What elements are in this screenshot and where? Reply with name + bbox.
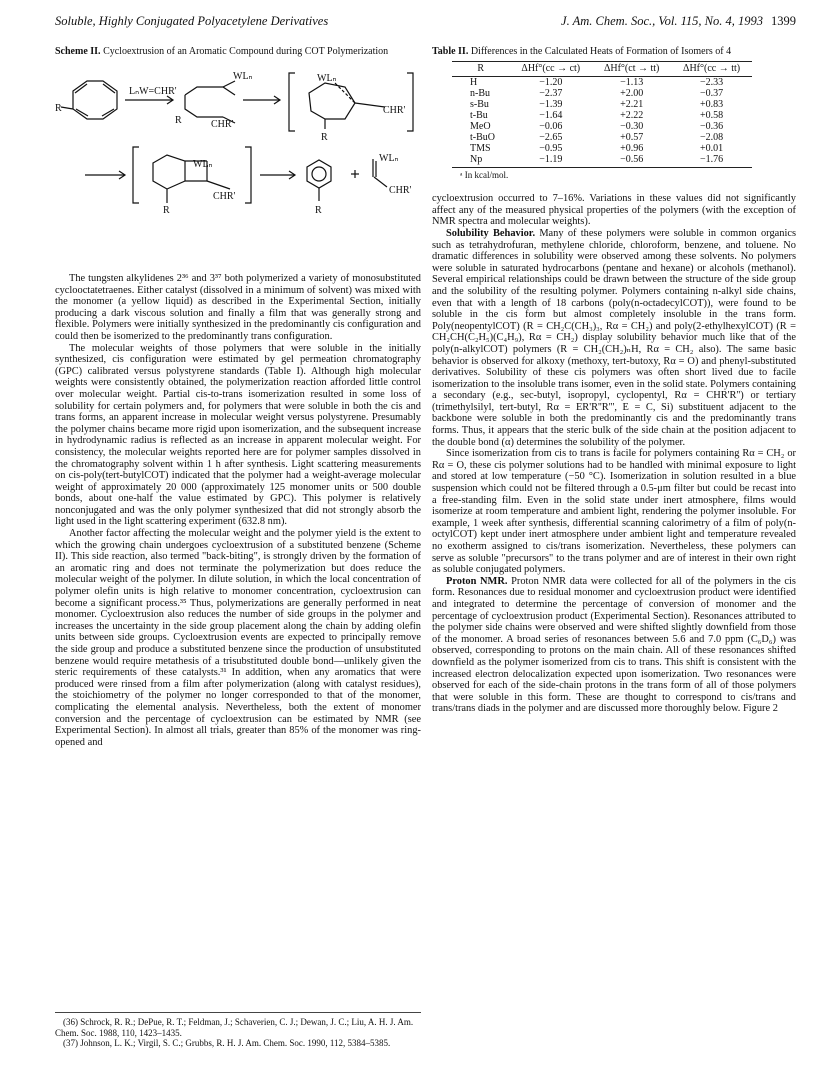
table-cell: −2.33 [699,76,724,88]
table-cell: TMS [470,142,491,154]
left-paragraph-1: The tungsten alkylidenes 2³⁶ and 3³⁷ both polymerized a variety of monosubstituted cyclooctatetraenes. Either catalyst (dissolved in a minimum of solvent) was mixed with the monomer (a yellow liquid) as described in the Experimental Section, initially producing a dark viscous solution and finally a film that was generally strong and flexible. Polymers were initially synthesized in the predominantly cis configuration and could then be isomerized to the predominantly trans configuration. [55,273,421,342]
reference-36: (36) Schrock, R. R.; DePue, R. T.; Feldman, J.; Schaverien, C. J.; Dewan, J. C.; Liu, A. H. J. Am. Chem. Soc. 1988, 110, 1423–1435. [55,1017,414,1038]
subhead-solubility: Solubility Behavior. [446,227,536,239]
r-label-3: R [321,132,328,143]
table-cell: −2.65 [539,131,563,143]
col-header-cc-ct: ΔHf°(cc → ct) [509,62,592,77]
table-caption-text: Differences in the Calculated Heats of Formation of Isomers of 4 [470,46,732,57]
table-cell: +2.22 [620,109,644,121]
r-label-5: R [315,205,322,216]
table-cell: −0.37 [699,87,724,99]
table-cell: −1.19 [509,154,592,168]
chr-label-2: CHR' [383,105,406,116]
right-column [432,46,796,715]
chr-label-3: CHR' [213,191,236,202]
left-paragraph-3: Another factor affecting the molecular weight and the polymer yield is the extent to which the growing chain undergoes cycloextrusion of a substituted benzene (Scheme II). This side reaction, also termed "back-biting", is strongly driven by the formation of an aromatic ring and does not terminate the polymerization but does reduce the molecular weight of the polymer. In dilute solution, in which the local concentration of polymer olefin units is high relative to monomer concentration, cycloextrusion can become a significant process.³⁵ Thus, polymerizations are generally performed in neat monomer. Cycloextrusion also reduces the number of side groups in the polymer and increases the uncertainty in the side group placement along the chain by adding olefin units between side groups. Cycloextrusion events are expected to principally remove the side group and produce a substituted benzene since the production of unsubstituted benzene would require metathesis of a trisubstituted double bond—unlikely given the steric requirements of these catalysts.³¹ In addition, when any aromatics that were produced were rinsed from a film after polymerization (along with catalyst residues), the stoichiometry of the polymer no longer corresponded to that of the monomer, complicating the elemental analysis. Nevertheless, both the extent of monomer conversion and the percentage of cycloextrusion can be estimated by NMR (see Experimental Section). In almost all trials, greater than 85% of the monomer was ring-opened and [55,528,421,748]
table-cell: −1.76 [671,154,752,168]
cot-ring [73,81,117,119]
running-title: Soluble, Highly Conjugated Polyacetylene Derivatives [55,14,329,28]
chr-label-4: CHR' [389,185,412,196]
table-cell: +2.21 [620,98,644,110]
r-label-2: R [175,115,182,126]
right-paragraph-1: cycloextrusion occurred to 7–16%. Variations in these values did not significantly affect any of the measured physical properties of the polymers (with the exception of NMR spectra and molecular weights). [432,193,796,228]
table-cell: s-Bu [470,98,489,110]
right-paragraph-4 [432,576,796,715]
table-cell: t-Bu [470,109,488,121]
r-label-1: R [55,103,62,114]
page-number: 1399 [771,14,796,28]
journal-citation: J. Am. Chem. Soc., Vol. 115, No. 4, 1993 [561,14,763,28]
chr-label-1: CHR' [211,119,234,130]
reagent-label: LₙW=CHR' [129,86,177,97]
table-row [452,121,752,132]
table-cell: −2.08 [699,131,724,143]
table-row [452,154,752,168]
table-cell: +2.00 [620,87,644,99]
table-footnote: ᵃ In kcal/mol. [460,169,509,180]
table-cell: −1.64 [539,109,563,121]
table-caption [432,46,796,57]
col-header-r: R [452,62,509,77]
table-row [452,99,752,110]
right-paragraph-2 [432,228,796,448]
table-cell: H [470,76,478,88]
right-paragraph-3: Since isomerization from cis to trans is facile for polymers containing Rα = CH₂ or Rα = O, these cis polymer solutions had to be handled with minimal exposure to light and stored at low temperature (−50 °C). Isomerization in solution resulted in a blue suspension which could not be filtered through a 0.5-μm filter but could be recast into a free-standing film. Even in the solid state under inert atmosphere, films would isomerize at room temperature and ambient light, rendering the polymer insoluble. For example, 1 week after synthesis, differential scanning calorimetry of a film of poly(n-octylCOT) kept under inert atmosphere under ambient light and temperature revealed no exotherm assigned to cis/trans isomerization. Nevertheless, these polymers can serve as soluble "precursors" to the trans polymer and are of interest in their own right as soluble conjugated polymers. [432,448,796,576]
left-column [55,46,421,748]
scheme-diagram [55,63,421,273]
table-cell: Np [452,154,509,168]
table-cell: +0.58 [699,109,724,121]
right-paragraph-4-text: Proton NMR data were collected for all of the polymers in the cis form. Resonances due to residual monomer and cycloextrusion product were identified and integrated to determine the percentage of conversion of monomer and the percentage of cycloextrusion product (Experimental Section). Resonances attributed to the polymer side chains were observed and were shifted slightly downfield from those of the monomer. A broad series of resonances between 5.6 and 7.0 ppm (C₆D₆) was observed, corresponding to protons on the main chain. All of these resonances shifted downfield as the polymer isomerized from cis to trans. This shift is consistent with the increased electron delocalization expected upon isomerization. Two resonances were observed for each of the side-chain protons in the trans form of all of those polymers that were soluble in this form. These are thought to correspond to cis/trans and trans/trans diads in the polymer and are discussed more thoroughly below. Figure 2 [432,575,796,715]
left-paragraph-2: The molecular weights of those polymers that were soluble in the initially synthesized, cis configuration were estimated by gel permeation chromatography (GPC) calibrated versus polystyrene standards (Table I). Although high molecular weights were consistently obtained, the polymerization reaction afforded little control over molecular weight. Partial cis-to-trans isomerization resulted in some loss of solubility for certain polymers and, for polymers that were soluble in both the cis and trans forms, an apparent increase in molecular weight versus polystyrene. Presumably the polymer chains became more rigid upon isomerization, and the subsequent increase in hydrodynamic radius is reflected as an increase in apparent molecular weight. For consistency, the molecular weights reported here are for polymer samples dissolved in the chromatography solvent within 1 h after synthesis. Light scattering measurements on cis-poly(tert-butylCOT) indicated that the polymer had a weight-average molecular weight of approximately 20 000 (approximately 125 monomer units or 500 double bonds, about one-half the value estimated by GPC). This polymer is relatively nonconjugated and was the only polymer synthesized that did not strongly absorb the light used in the light scattering experiment (632.8 nm). [55,342,421,528]
wl-label-2: WLₙ [317,73,337,84]
table-cell: n-Bu [470,87,490,99]
references [55,1012,421,1049]
col-header-cc-tt: ΔHf°(cc → tt) [671,62,752,77]
table-cell: −0.56 [592,154,671,168]
table-cell: +0.01 [699,142,724,154]
reference-37: (37) Johnson, L. K.; Virgil, S. C.; Grubbs, R. H. J. Am. Chem. Soc. 1990, 112, 5384–5385. [63,1038,391,1048]
table-cell: −1.13 [620,76,644,88]
wl-label-3: WLₙ [193,159,213,170]
table-header-row [452,62,752,77]
table-cell: −0.95 [539,142,563,154]
scheme-label: Scheme II. [55,46,101,57]
table-cell: −2.37 [539,87,563,99]
table-row [452,132,752,143]
right-paragraph-2-text: Many of these polymers were soluble in common organics such as tetrahydrofuran, methylene chloride, chloroform, benzene, and toluene. No dramatic differences in solubility were observed among these solvents. No polymers were soluble in saturated hydrocarbons (pentane and hexane) or alcohols (methanol). Several empirical relationships could be drawn between the structure of the side group and the solubility of the resulting polymer. Polymers containing n-alkyl side chains, even that with a length of 18 carbons (poly(n-octadecylCOT)), were found to be soluble in the cis form but almost completely insoluble in the trans form. Poly(neopentylCOT) (R = CH₂C(CH₃)₃, Rα = CH₂) and poly(2-ethylhexylCOT) (R = CH₂CH(C₂H₅)(C₄H₉), Rα = CH₂) display solubility behavior much like that of the poly(n-alkylCOT) polymers (R = CH₂(CH₂)ₙH, Rα = CH₂ also). The same basic behavior is observed for alkoxy (methoxy, tert-butoxy, Rα = O) and phenyl-substituted derivatives. Solubility of these cis polymers was often short lived due to facile isomerization to the insoluble trans isomer, even in the solid state. Polymers containing a secondary (e.g., sec-butyl, isopropyl, cyclopentyl, Rα = CHR'R'') or tertiary (trimethylsilyl, tert-butyl, Rα = ER'R''R''', E = C, Si) substituent adjacent to the backbone were soluble in both the predominantly cis and the predominantly trans forms. Thus, it appears that the steric bulk of the side chain at the position adjacent to the double bond (α) determines the solubility of the polymer. [432,227,796,448]
col-header-ct-tt: ΔHf°(ct → tt) [592,62,671,77]
table-row [452,143,752,154]
table-cell: −0.06 [539,120,563,132]
table-cell: +0.96 [620,142,644,154]
table-row [452,88,752,99]
subhead-nmr: Proton NMR. [446,575,508,587]
r-label-4: R [163,205,170,216]
scheme-caption [55,46,421,57]
table-cell: −1.20 [539,76,563,88]
wl-label-4: WLₙ [379,153,399,164]
table-label: Table II. [432,46,469,57]
table-cell: −0.30 [620,120,644,132]
table-cell: t-BuO [470,131,495,143]
table-cell: −0.36 [699,120,724,132]
table-cell: +0.83 [699,98,724,110]
benzene-ring [307,160,331,188]
table-cell: +0.57 [620,131,644,143]
wl-label-1: WLₙ [233,71,253,82]
table-row [452,110,752,121]
table-cell: −1.39 [539,98,563,110]
table-row [452,76,752,88]
heats-of-formation-table [452,61,752,168]
scheme-caption-text: Cycloextrusion of an Aromatic Compound during COT Polymerization [103,46,389,57]
table-cell: MeO [470,120,491,132]
journal-header [561,14,796,29]
